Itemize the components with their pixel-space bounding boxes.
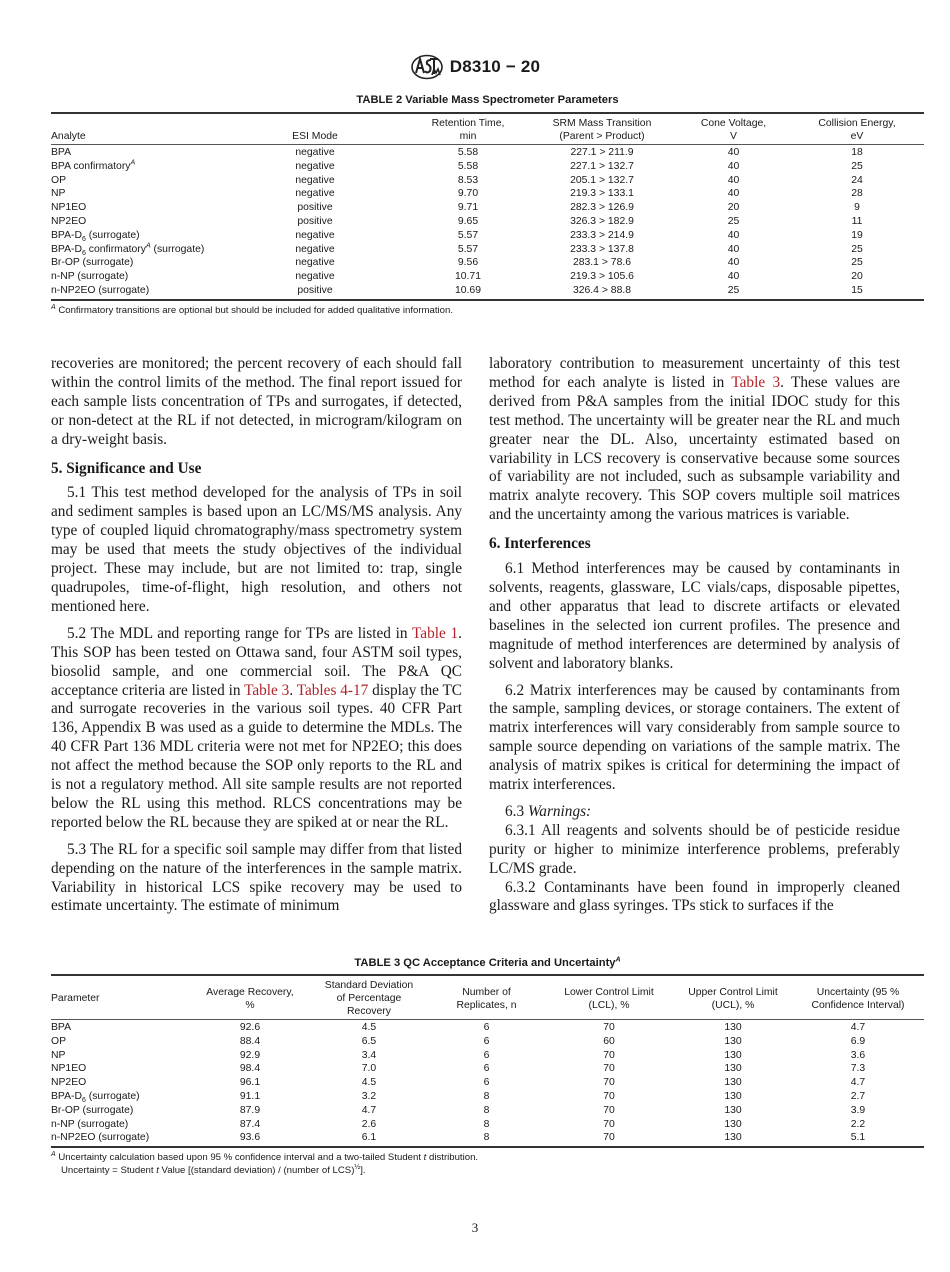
- cell-esi-mode: negative: [295, 188, 335, 200]
- paragraph-5-1: 5.1 This test method developed for the analysis of TPs in soil and sediment samples is based upon an LC/MS/MS analysis. Any type of coupled liquid chromatography/mass spectrometry system may be used that meets the study objectives of the individual project. These may include, but are not limited to: trap, single quadrupoles, time-of-flight, high resolution, and others not mentioned here.: [51, 484, 462, 615]
- cell-srm-transition: 227.1 > 211.9: [570, 147, 634, 158]
- table-row: [51, 1020, 924, 1035]
- cell-average-recovery: 88.4: [239, 1035, 261, 1047]
- cell-uncertainty: 6.9: [850, 1035, 866, 1047]
- cell-srm-transition: 233.3 > 137.8: [570, 243, 634, 255]
- body-column-left: [51, 355, 462, 916]
- cell-standard-deviation: 4.5: [361, 1077, 377, 1089]
- cell-cone-voltage: 40: [727, 188, 740, 200]
- cell-analyte: NP: [51, 188, 66, 200]
- cell-retention-time: 5.58: [457, 160, 479, 172]
- cell-esi-mode: negative: [295, 271, 335, 283]
- col-header-analyte: Analyte: [51, 113, 221, 145]
- col-header-parameter: Parameter: [51, 975, 191, 1020]
- cell-average-recovery: 98.4: [239, 1063, 261, 1075]
- cell-replicates: 6: [483, 1022, 490, 1033]
- table-3-grid: [51, 974, 924, 1148]
- cell-uncertainty: 2.2: [850, 1118, 866, 1130]
- table-row: [51, 243, 924, 257]
- cell-standard-deviation: 2.6: [361, 1118, 377, 1130]
- cell-collision-energy: 15: [851, 284, 863, 296]
- cell-lcl: 70: [603, 1077, 615, 1089]
- cell-standard-deviation: 6.1: [361, 1132, 377, 1144]
- cell-cone-voltage: 25: [727, 284, 740, 296]
- cell-standard-deviation: 3.4: [361, 1049, 377, 1061]
- section-heading-6: 6. Interferences: [489, 535, 591, 553]
- table-row: [51, 1131, 924, 1147]
- cell-cone-voltage: 20: [727, 202, 740, 214]
- cell-cone-voltage: 40: [727, 229, 740, 241]
- cell-parameter: NP2EO: [51, 1077, 87, 1089]
- cell-cone-voltage: 40: [727, 147, 740, 158]
- cell-analyte: NP1EO: [51, 202, 87, 214]
- cell-retention-time: 10.71: [454, 271, 481, 283]
- cell-standard-deviation: 6.5: [361, 1035, 377, 1047]
- section-heading-5: 5. Significance and Use: [51, 459, 202, 477]
- cell-collision-energy: 19: [851, 229, 863, 241]
- col-header-replicates: Number of Replicates, n: [429, 975, 544, 1020]
- cell-retention-time: 5.58: [457, 147, 479, 158]
- cell-parameter: n-NP (surrogate): [51, 1118, 129, 1130]
- cell-average-recovery: 93.6: [239, 1132, 261, 1144]
- cell-srm-transition: 233.3 > 214.9: [570, 229, 634, 241]
- cell-standard-deviation: 4.7: [361, 1104, 377, 1116]
- cell-uncertainty: 4.7: [850, 1077, 866, 1089]
- table-row: [51, 187, 924, 201]
- cell-standard-deviation: 7.0: [361, 1063, 377, 1075]
- table-row: [51, 1090, 924, 1104]
- cell-cone-voltage: 40: [727, 174, 740, 186]
- col-header-uncertainty: Uncertainty (95 % Confidence Interval): [792, 975, 924, 1020]
- paragraph-6-1: 6.1 Method interferences may be caused by contaminants in solvents, reagents, glassware, LC vials/caps, disposable pipettes, and other apparatus that lead to discrete artifacts or elevated baselines in the selected ion current profiles. The presence and magnitude of method interferences are determined by analysis of solvent and laboratory blanks.: [489, 560, 900, 672]
- cell-ucl: 130: [724, 1022, 742, 1033]
- cell-average-recovery: 92.9: [239, 1049, 261, 1061]
- link-table-3[interactable]: Table 3: [244, 681, 290, 699]
- cell-retention-time: 9.71: [457, 202, 479, 214]
- cell-lcl: 70: [603, 1118, 615, 1130]
- cell-cone-voltage: 40: [727, 160, 740, 172]
- page-number: 3: [471, 1220, 479, 1235]
- cell-collision-energy: 28: [851, 188, 863, 200]
- cell-cone-voltage: 40: [727, 257, 740, 269]
- cell-ucl: 130: [724, 1077, 742, 1089]
- cell-average-recovery: 91.1: [239, 1090, 261, 1102]
- cell-replicates: 8: [483, 1118, 490, 1130]
- cell-srm-transition: 219.3 > 105.6: [570, 271, 634, 283]
- cell-average-recovery: 87.4: [239, 1118, 261, 1130]
- cell-esi-mode: negative: [295, 147, 335, 158]
- cell-collision-energy: 20: [851, 271, 863, 283]
- cell-ucl: 130: [724, 1063, 742, 1075]
- cell-srm-transition: 326.3 > 182.9: [570, 215, 634, 227]
- cell-collision-energy: 18: [851, 147, 863, 158]
- table-row: [51, 1062, 924, 1076]
- cell-standard-deviation: 4.5: [361, 1022, 377, 1033]
- table-row: [51, 284, 924, 300]
- cell-parameter: BPA-$D_6$ (surrogate): [51, 1090, 140, 1105]
- cell-retention-time: 5.57: [457, 229, 479, 241]
- cell-collision-energy: 25: [851, 257, 863, 269]
- table-header-row: [51, 113, 924, 145]
- paragraph-6-2: 6.2 Matrix interferences may be caused by contaminants from the sample, sampling devices, or storage containers. The extent of matrix interferences will vary considerably from sample source to sample source depending on variations of the sample matrix. The analysis of matrix spikes is critical for determining the impact of matrix interferences.: [489, 681, 900, 794]
- cell-esi-mode: negative: [295, 257, 335, 269]
- cell-retention-time: 10.69: [454, 284, 481, 296]
- cell-esi-mode: negative: [295, 174, 335, 186]
- table-row: [51, 1104, 924, 1118]
- paragraph-continued: laboratory contribution to measurement uncertainty of this test method for each analyte is listed in Table 3. These values are derived from P&A samples from the initial IDOC study for this test method. The uncertainty will be greater near the RL and much greater near the DL. Also, uncertainty estimated based on variability in LCS recovery is conservative because some sources of variability are not included, such as subsample variability and matrix analyte recovery. This SOP covers multiple soil matrices and the uncertainty among the various matrices is variable.: [489, 355, 901, 524]
- cell-collision-energy: 25: [851, 243, 863, 255]
- paragraph-6-3-2: 6.3.2 Contaminants have been found in improperly cleaned glassware and glass syringes. TPs stick to surfaces if the: [489, 878, 900, 915]
- cell-analyte: BPA confirmatory$^A$: [51, 159, 136, 172]
- cell-uncertainty: 7.3: [850, 1063, 866, 1075]
- table-row: [51, 229, 924, 243]
- table-2-grid: [51, 112, 924, 301]
- cell-standard-deviation: 3.2: [361, 1090, 377, 1102]
- cell-replicates: 6: [483, 1077, 490, 1089]
- table-row: [51, 215, 924, 229]
- col-header-esi-mode: ESI Mode: [221, 113, 409, 145]
- cell-retention-time: 9.65: [457, 215, 479, 227]
- cell-replicates: 8: [483, 1132, 490, 1144]
- table-header-row: [51, 975, 924, 1020]
- col-header-ucl: Upper Control Limit (UCL), %: [674, 975, 792, 1020]
- document-header: [0, 54, 950, 85]
- table-row: [51, 174, 924, 188]
- footnote-line-1: $^A$ Uncertainty calculation based upon 95 % confidence interval and a two-tailed Student t distribution.: [51, 1150, 479, 1164]
- cell-analyte: BPA: [51, 147, 72, 158]
- cell-uncertainty: 3.6: [850, 1049, 866, 1061]
- cell-cone-voltage: 40: [727, 243, 740, 255]
- cell-uncertainty: 4.7: [850, 1022, 866, 1033]
- cell-replicates: 8: [483, 1104, 490, 1116]
- cell-esi-mode: negative: [295, 160, 335, 172]
- cell-collision-energy: 11: [851, 215, 863, 227]
- table-row: [51, 256, 924, 270]
- link-table-1[interactable]: Table 1: [412, 624, 459, 642]
- cell-average-recovery: 92.6: [239, 1022, 261, 1033]
- cell-analyte: BPA-$D_6$ confirmatory$^A$ (surrogate): [51, 242, 205, 257]
- cell-esi-mode: positive: [297, 202, 333, 214]
- cell-ucl: 130: [724, 1049, 742, 1061]
- col-header-average-recovery: Average Recovery, %: [191, 975, 309, 1020]
- footnote-line-2: Uncertainty = Student t Value [(standard deviation) / (number of LCS)$^{\frac{1}{2}}$].: [61, 1163, 366, 1176]
- cell-srm-transition: 219.3 > 133.1: [570, 188, 634, 200]
- table-2-footnote: $^A$ Confirmatory transitions are optional but should be included for added qualitative information.: [51, 303, 453, 316]
- table-3: [51, 957, 924, 1177]
- col-header-lcl: Lower Control Limit (LCL), %: [544, 975, 674, 1020]
- cell-srm-transition: 227.1 > 132.7: [570, 160, 634, 172]
- cell-lcl: 70: [603, 1090, 615, 1102]
- cell-collision-energy: 9: [854, 202, 860, 214]
- cell-retention-time: 5.57: [457, 243, 479, 255]
- table-2: [51, 94, 924, 317]
- table-row: [51, 1035, 924, 1049]
- cell-lcl: 70: [603, 1104, 615, 1116]
- cell-srm-transition: 282.3 > 126.9: [570, 202, 634, 214]
- table-row: [51, 1118, 924, 1132]
- paragraph-continued: recoveries are monitored; the percent recovery of each should fall within the control limits of the method. The final report issued for each sample lists concentration of TPs and surrogates, if detected, or non-detect at the RL if not detected, in microgram/kilogram on a dry-weight basis.: [51, 355, 462, 448]
- cell-analyte: NP2EO: [51, 215, 87, 227]
- cell-replicates: 6: [483, 1063, 490, 1075]
- cell-srm-transition: 326.4 > 88.8: [572, 284, 632, 296]
- cell-ucl: 130: [724, 1090, 742, 1102]
- cell-collision-energy: 24: [851, 174, 863, 186]
- cell-replicates: 6: [483, 1035, 490, 1047]
- cell-retention-time: 9.70: [457, 188, 479, 200]
- table-row: [51, 160, 924, 174]
- cell-srm-transition: 283.1 > 78.6: [572, 257, 632, 269]
- cell-uncertainty: 5.1: [850, 1132, 866, 1144]
- cell-analyte: OP: [51, 174, 67, 186]
- cell-cone-voltage: 40: [727, 271, 740, 283]
- cell-srm-transition: 205.1 > 132.7: [570, 174, 634, 186]
- cell-parameter: NP1EO: [51, 1063, 87, 1075]
- cell-esi-mode: negative: [295, 243, 335, 255]
- link-table-3[interactable]: Table 3: [731, 373, 781, 391]
- cell-uncertainty: 3.9: [850, 1104, 866, 1116]
- cell-lcl: 70: [603, 1132, 615, 1144]
- cell-replicates: 8: [483, 1090, 490, 1102]
- col-header-collision-energy: Collision Energy, eV: [790, 113, 924, 145]
- link-tables-4-17[interactable]: Tables 4-17: [296, 681, 369, 699]
- table-row: [51, 1049, 924, 1063]
- paragraph-5-3: 5.3 The RL for a specific soil sample may differ from that listed depending on the nature of the interferences in the sample matrix. Variability in historical LCS spike recovery may be used to estimate uncertainty. The estimate of minimum: [51, 840, 462, 915]
- table-3-footnote: [51, 1152, 924, 1177]
- col-header-srm-transition: SRM Mass Transition (Parent > Product): [527, 113, 677, 145]
- table-row: [51, 145, 924, 160]
- astm-logo-icon: [410, 54, 444, 80]
- body-column-right: [489, 355, 900, 916]
- cell-average-recovery: 96.1: [239, 1077, 261, 1089]
- cell-lcl: 70: [603, 1049, 615, 1061]
- cell-parameter: BPA: [51, 1022, 72, 1033]
- cell-collision-energy: 25: [851, 160, 863, 172]
- cell-analyte: n-NP (surrogate): [51, 271, 129, 283]
- cell-analyte: n-NP2EO (surrogate): [51, 284, 150, 296]
- paragraph-6-3-1: 6.3.1 All reagents and solvents should be of pesticide residue purity or higher to minimize interference problems, preferably LC/MS grade.: [489, 821, 900, 877]
- cell-parameter: Br-OP (surrogate): [51, 1104, 134, 1116]
- cell-analyte: Br-OP (surrogate): [51, 257, 134, 269]
- cell-esi-mode: positive: [297, 284, 333, 296]
- col-header-standard-deviation: Standard Deviation of Percentage Recovery: [309, 975, 429, 1020]
- cell-parameter: NP: [51, 1049, 66, 1061]
- table-row: [51, 201, 924, 215]
- col-header-cone-voltage: Cone Voltage, V: [677, 113, 790, 145]
- cell-lcl: 60: [603, 1035, 615, 1047]
- cell-ucl: 130: [724, 1132, 742, 1144]
- cell-retention-time: 8.53: [457, 174, 479, 186]
- cell-analyte: BPA-$D_6$ (surrogate): [51, 229, 140, 243]
- cell-lcl: 70: [603, 1022, 615, 1033]
- cell-esi-mode: negative: [295, 229, 335, 241]
- table-row: [51, 1076, 924, 1090]
- paragraph-5-2: 5.2 The MDL and reporting range for TPs are listed in Table 1. This SOP has been tested on Ottawa sand, four ASTM soil types, biosolid sample, and one commercial soil. The P&A QC acceptance criteria are listed in Table 3. Tables 4-17 display the TC and surrogate recoveries in the various soil types. 40 CFR Part 136, Appendix B was used as a guide to determine the MDLs. The 40 CFR Part 136 MDL criteria were not met for NP2EO; this does not affect the method because the SOP only reports to the RL and is not a regulatory method. All site sample results are not reported below the RL using this method. RLCS concentrations may be reported below the RL because they are spiked at or near the RL.: [51, 624, 462, 831]
- cell-replicates: 6: [483, 1049, 490, 1061]
- table-row: [51, 270, 924, 284]
- cell-uncertainty: 2.7: [850, 1090, 866, 1102]
- paragraph-6-3: 6.3 Warnings:: [505, 802, 592, 820]
- cell-parameter: n-NP2EO (surrogate): [51, 1132, 150, 1144]
- table-3-title: TABLE 3 QC Acceptance Criteria and Uncertainty$^A$: [354, 956, 621, 969]
- cell-average-recovery: 87.9: [239, 1104, 261, 1116]
- cell-lcl: 70: [603, 1063, 615, 1075]
- cell-ucl: 130: [724, 1035, 742, 1047]
- cell-parameter: OP: [51, 1035, 67, 1047]
- cell-retention-time: 9.56: [457, 257, 479, 269]
- document-id: D8310 − 20: [449, 57, 541, 76]
- col-header-retention-time: Retention Time, min: [409, 113, 527, 145]
- table-2-title: TABLE 2 Variable Mass Spectrometer Parameters: [356, 94, 619, 106]
- cell-ucl: 130: [724, 1104, 742, 1116]
- cell-ucl: 130: [724, 1118, 742, 1130]
- cell-cone-voltage: 25: [727, 215, 740, 227]
- cell-esi-mode: positive: [297, 215, 333, 227]
